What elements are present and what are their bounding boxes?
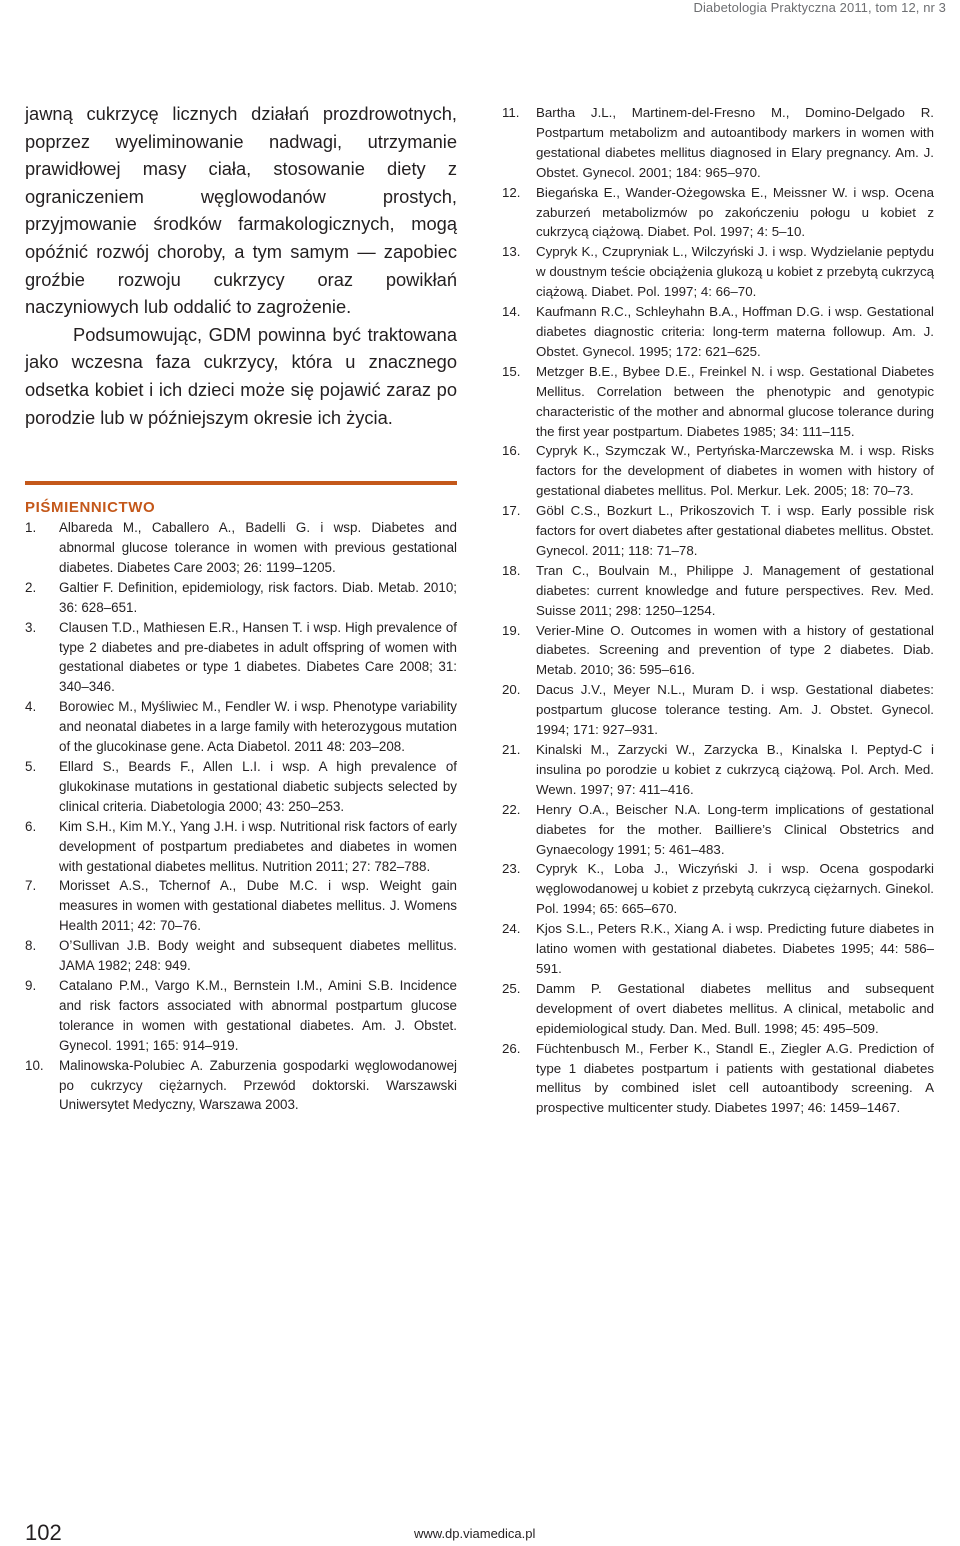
- reference-item: [502, 979, 934, 1039]
- reference-item: [25, 757, 457, 817]
- reference-text: Kaufmann R.C., Schleyhahn B.A., Hoffman D.G. i wsp. Gestational diabetes diagnostic criteria: long-term materna followup. Am. J. Obstet. Gynecol. 1995; 172: 621–625.: [536, 304, 934, 359]
- reference-item: [25, 1056, 457, 1116]
- reference-text: Verier-Mine O. Outcomes in women with a history of gestational diabetes. Screening and prevention of type 2 diabetes. Diab. Metab. 2010; 36: 595–616.: [536, 622, 934, 678]
- reference-text: Albareda M., Caballero A., Badelli G. i wsp. Diabetes and abnormal glucose tolerance in women with previous gestational diabetes. Diabetes Care 2003; 26: 1199–1205.: [59, 520, 457, 575]
- reference-number: 9.: [25, 977, 37, 993]
- reference-text: Cypryk K., Szymczak W., Pertyńska-Marczewska M. i wsp. Risks factors for the development of diabetes in women with history of gestational diabetes mellitus. Pol. Merkur. Lek. 2005; 18: 70–73.: [536, 443, 934, 499]
- reference-item: [502, 561, 934, 621]
- reference-list: [502, 103, 934, 1118]
- reference-number: 24.: [502, 921, 521, 937]
- reference-text: Malinowska-Polubiec A. Zaburzenia gospodarki węglowodanowej po cukrzycy ciężarnych. Przewód doktorski. Warszawski Uniwersytet Medyczny, Warszawa 2003.: [59, 1057, 457, 1113]
- reference-number: 5.: [25, 759, 37, 774]
- reference-text: Borowiec M., Myśliwiec M., Fendler W. i wsp. Phenotype variability and neonatal diabetes in a large family with heterozygous mutation of the glucokinase gene. Acta Diabetol. 2011 48: 203–208.: [59, 699, 457, 755]
- reference-item: [502, 242, 934, 302]
- reference-item: [502, 1039, 934, 1119]
- reference-item: [502, 680, 934, 740]
- body-paragraph: jawną cukrzycę licznych działań prozdrowotnych, poprzez wyeliminowanie nadwagi, utrzymanie prawidłowej masy ciała, stosowanie diety z ograniczeniem węglowodanów prostych, przyjmowanie środków farmakologicznych, mogą opóźnić rozwój choroby, a tym samym — zapobiec groźbie rozwoju cukrzycy oraz powikłań naczyniowych lub oddalić to zagrożenie.: [25, 103, 457, 318]
- reference-item: [25, 817, 457, 877]
- reference-text: Galtier F. Definition, epidemiology, risk factors. Diab. Metab. 2010; 36: 628–651.: [59, 579, 457, 615]
- reference-text: Cypryk K., Loba J., Wiczyński J. i wsp. Ocena gospodarki węglowodanowej u kobiet z przebytą cukrzycą ciężarnych. Ginekol. Pol. 1994; 65: 665–670.: [536, 861, 934, 917]
- reference-item: [502, 740, 934, 800]
- reference-number: 10.: [25, 1057, 44, 1073]
- reference-text: Biegańska E., Wander-Ożegowska E., Meissner W. i wsp. Ocena zaburzeń metabolizmów po zakończeniu połogu u kobiet z cukrzycą ciążową. Diabet. Pol. 1997; 4: 5–10.: [536, 184, 934, 240]
- reference-text: Bartha J.L., Martinem-del-Fresno M., Domino-Delgado R. Postpartum metabolizm and autoantibody markers in women with gestational diabetes mellitus diagnosed in Elary pregnancy. Am. J. Obstet. Gynecol. 2001; 184: 965–970.: [536, 105, 934, 180]
- reference-text: Füchtenbusch M., Ferber K., Standl E., Ziegler A.G. Prediction of type 1 diabetes postpartum i patients with gestational diabetes mellitus by combined islet cell autoantibody screening. A prospective multicenter study. Diabetes 1997; 46: 1459–1467.: [536, 1040, 934, 1116]
- reference-item: [502, 103, 934, 183]
- reference-text: Damm P. Gestational diabetes mellitus and subsequent development of overt diabetes mellitus. A clinical, metabolic and epidemiological study. Dan. Med. Bull. 1998; 45: 495–509.: [536, 980, 934, 1036]
- running-header: Diabetologia Praktyczna 2011, tom 12, nr 3: [693, 0, 946, 15]
- right-column: [502, 103, 934, 1118]
- reference-number: 13.: [502, 244, 521, 260]
- reference-item: [502, 302, 934, 362]
- reference-item: [502, 441, 934, 501]
- references-heading: PIŚMIENNICTWO: [25, 499, 156, 517]
- reference-item: [502, 501, 934, 561]
- reference-text: Cypryk K., Czupryniak L., Wilczyński J. i wsp. Wydzielanie peptydu w doustnym teście obciążenia glukozą u kobiet z przebytą cukrzycą ciążową. Diabet. Pol. 1997; 4: 66–70.: [536, 244, 934, 300]
- reference-text: Metzger B.E., Bybee D.E., Freinkel N. i wsp. Gestational Diabetes Mellitus. Correlation between the phenotypic and genotypic characteristic of the mother and abnormal glucose tolerance during the first year postpartum. Diabetes 1985; 34: 111–115.: [536, 363, 934, 439]
- reference-text: Clausen T.D., Mathiesen E.R., Hansen T. i wsp. High prevalence of type 2 diabetes and pre-diabetes in adult offspring of women with gestational diabetes or type 1 diabetes. Diabetes Care 2008; 31: 340–346.: [59, 619, 457, 695]
- reference-number: 1.: [25, 520, 37, 536]
- reference-number: 23.: [502, 861, 521, 877]
- reference-item: [25, 976, 457, 1056]
- reference-item: [25, 618, 457, 698]
- reference-item: [502, 919, 934, 979]
- reference-item: [25, 936, 457, 976]
- reference-number: 7.: [25, 878, 37, 894]
- reference-number: 22.: [502, 801, 521, 817]
- section-rule: [25, 481, 457, 485]
- reference-item: [502, 183, 934, 243]
- reference-text: O’Sullivan J.B. Body weight and subsequent diabetes mellitus. JAMA 1982; 248: 949.: [59, 938, 457, 974]
- reference-text: Göbl C.S., Bozkurt L., Prikoszovich T. i wsp. Early possible risk factors for overt diabetes after gestational diabetes mellitus. Obstet. Gynecol. 2011; 118: 71–78.: [536, 503, 934, 558]
- reference-number: 4.: [25, 699, 37, 715]
- reference-text: Ellard S., Beards F., Allen L.I. i wsp. A high prevalence of glukokinase mutations in gestational diabetic subjects selected by clinical criteria. Diabetologia 2000; 43: 250–253.: [59, 759, 457, 814]
- reference-number: 17.: [502, 503, 521, 519]
- reference-number: 12.: [502, 184, 521, 200]
- reference-text: Kim S.H., Kim M.Y., Yang J.H. i wsp. Nutritional risk factors of early development of postpartum prediabetes and diabetes in women with gestational diabetes mellitus. Nutrition 2011; 27: 782–788.: [59, 818, 457, 874]
- reference-text: Dacus J.V., Meyer N.L., Muram D. i wsp. Gestational diabetes: postpartum glucose tolerance testing. Am. J. Obstet. Gynecol. 1994; 171: 927–931.: [536, 682, 934, 738]
- reference-number: 14.: [502, 304, 521, 320]
- reference-item: [25, 578, 457, 618]
- reference-number: 21.: [502, 742, 521, 757]
- body-paragraph: Podsumowując, GDM powinna być traktowana jako wczesna faza cukrzycy, która u znacznego odsetka kobiet i ich dzieci może się pojawić zaraz po porodzie lub w późniejszym okresie ich życia.: [25, 323, 457, 428]
- reference-number: 20.: [502, 682, 521, 698]
- reference-number: 18.: [502, 562, 521, 578]
- reference-number: 25.: [502, 980, 521, 996]
- reference-number: 16.: [502, 443, 521, 459]
- reference-item: [502, 362, 934, 442]
- reference-item: [502, 859, 934, 919]
- reference-number: 6.: [25, 818, 37, 834]
- reference-text: Morisset A.S., Tchernof A., Dube M.C. i wsp. Weight gain measures in women with gestational diabetes mellitus. J. Womens Health 2011; 42: 70–76.: [59, 878, 457, 934]
- reference-number: 8.: [25, 938, 37, 954]
- reference-text: Catalano P.M., Vargo K.M., Bernstein I.M., Amini S.B. Incidence and risk factors associated with abnormal postpartum glucose tolerance in women with gestational diabetes. Am. J. Obstet. Gynecol. 1991; 165: 914–919.: [59, 977, 457, 1053]
- reference-list: [25, 518, 457, 1115]
- reference-number: 3.: [25, 619, 37, 635]
- reference-item: [25, 697, 457, 757]
- reference-number: 19.: [502, 622, 521, 638]
- reference-number: 11.: [502, 105, 520, 120]
- reference-item: [25, 518, 457, 578]
- page-number: 102: [25, 1520, 62, 1545]
- reference-number: 15.: [502, 363, 521, 379]
- reference-item: [502, 800, 934, 860]
- reference-item: [25, 876, 457, 936]
- reference-item: [502, 621, 934, 681]
- reference-number: 2.: [25, 579, 37, 595]
- reference-text: Henry O.A., Beischer N.A. Long-term implications of gestational diabetes for the mother. Bailliere’s Clinical Obstetrics and Gynaecology 1991; 5: 461–483.: [536, 801, 934, 857]
- reference-number: 26.: [502, 1040, 521, 1056]
- reference-text: Kinalski M., Zarzycki W., Zarzycka B., Kinalska I. Peptyd-C i insulina po porodzie u kobiet z cukrzycą ciążową. Pol. Arch. Med. Wewn. 1997; 97: 411–416.: [536, 742, 934, 797]
- left-column: [25, 100, 457, 1115]
- reference-text: Kjos S.L., Peters R.K., Xiang A. i wsp. Predicting future diabetes in latino women with gestational diabetes. Diabetes 1995; 44: 586–591.: [536, 921, 934, 976]
- reference-text: Tran C., Boulvain M., Philippe J. Management of gestational diabetes: current knowledge and future perspectives. Rev. Med. Suisse 2011; 298: 1250–1254.: [536, 562, 934, 618]
- journal-url: www.dp.viamedica.pl: [414, 1526, 536, 1541]
